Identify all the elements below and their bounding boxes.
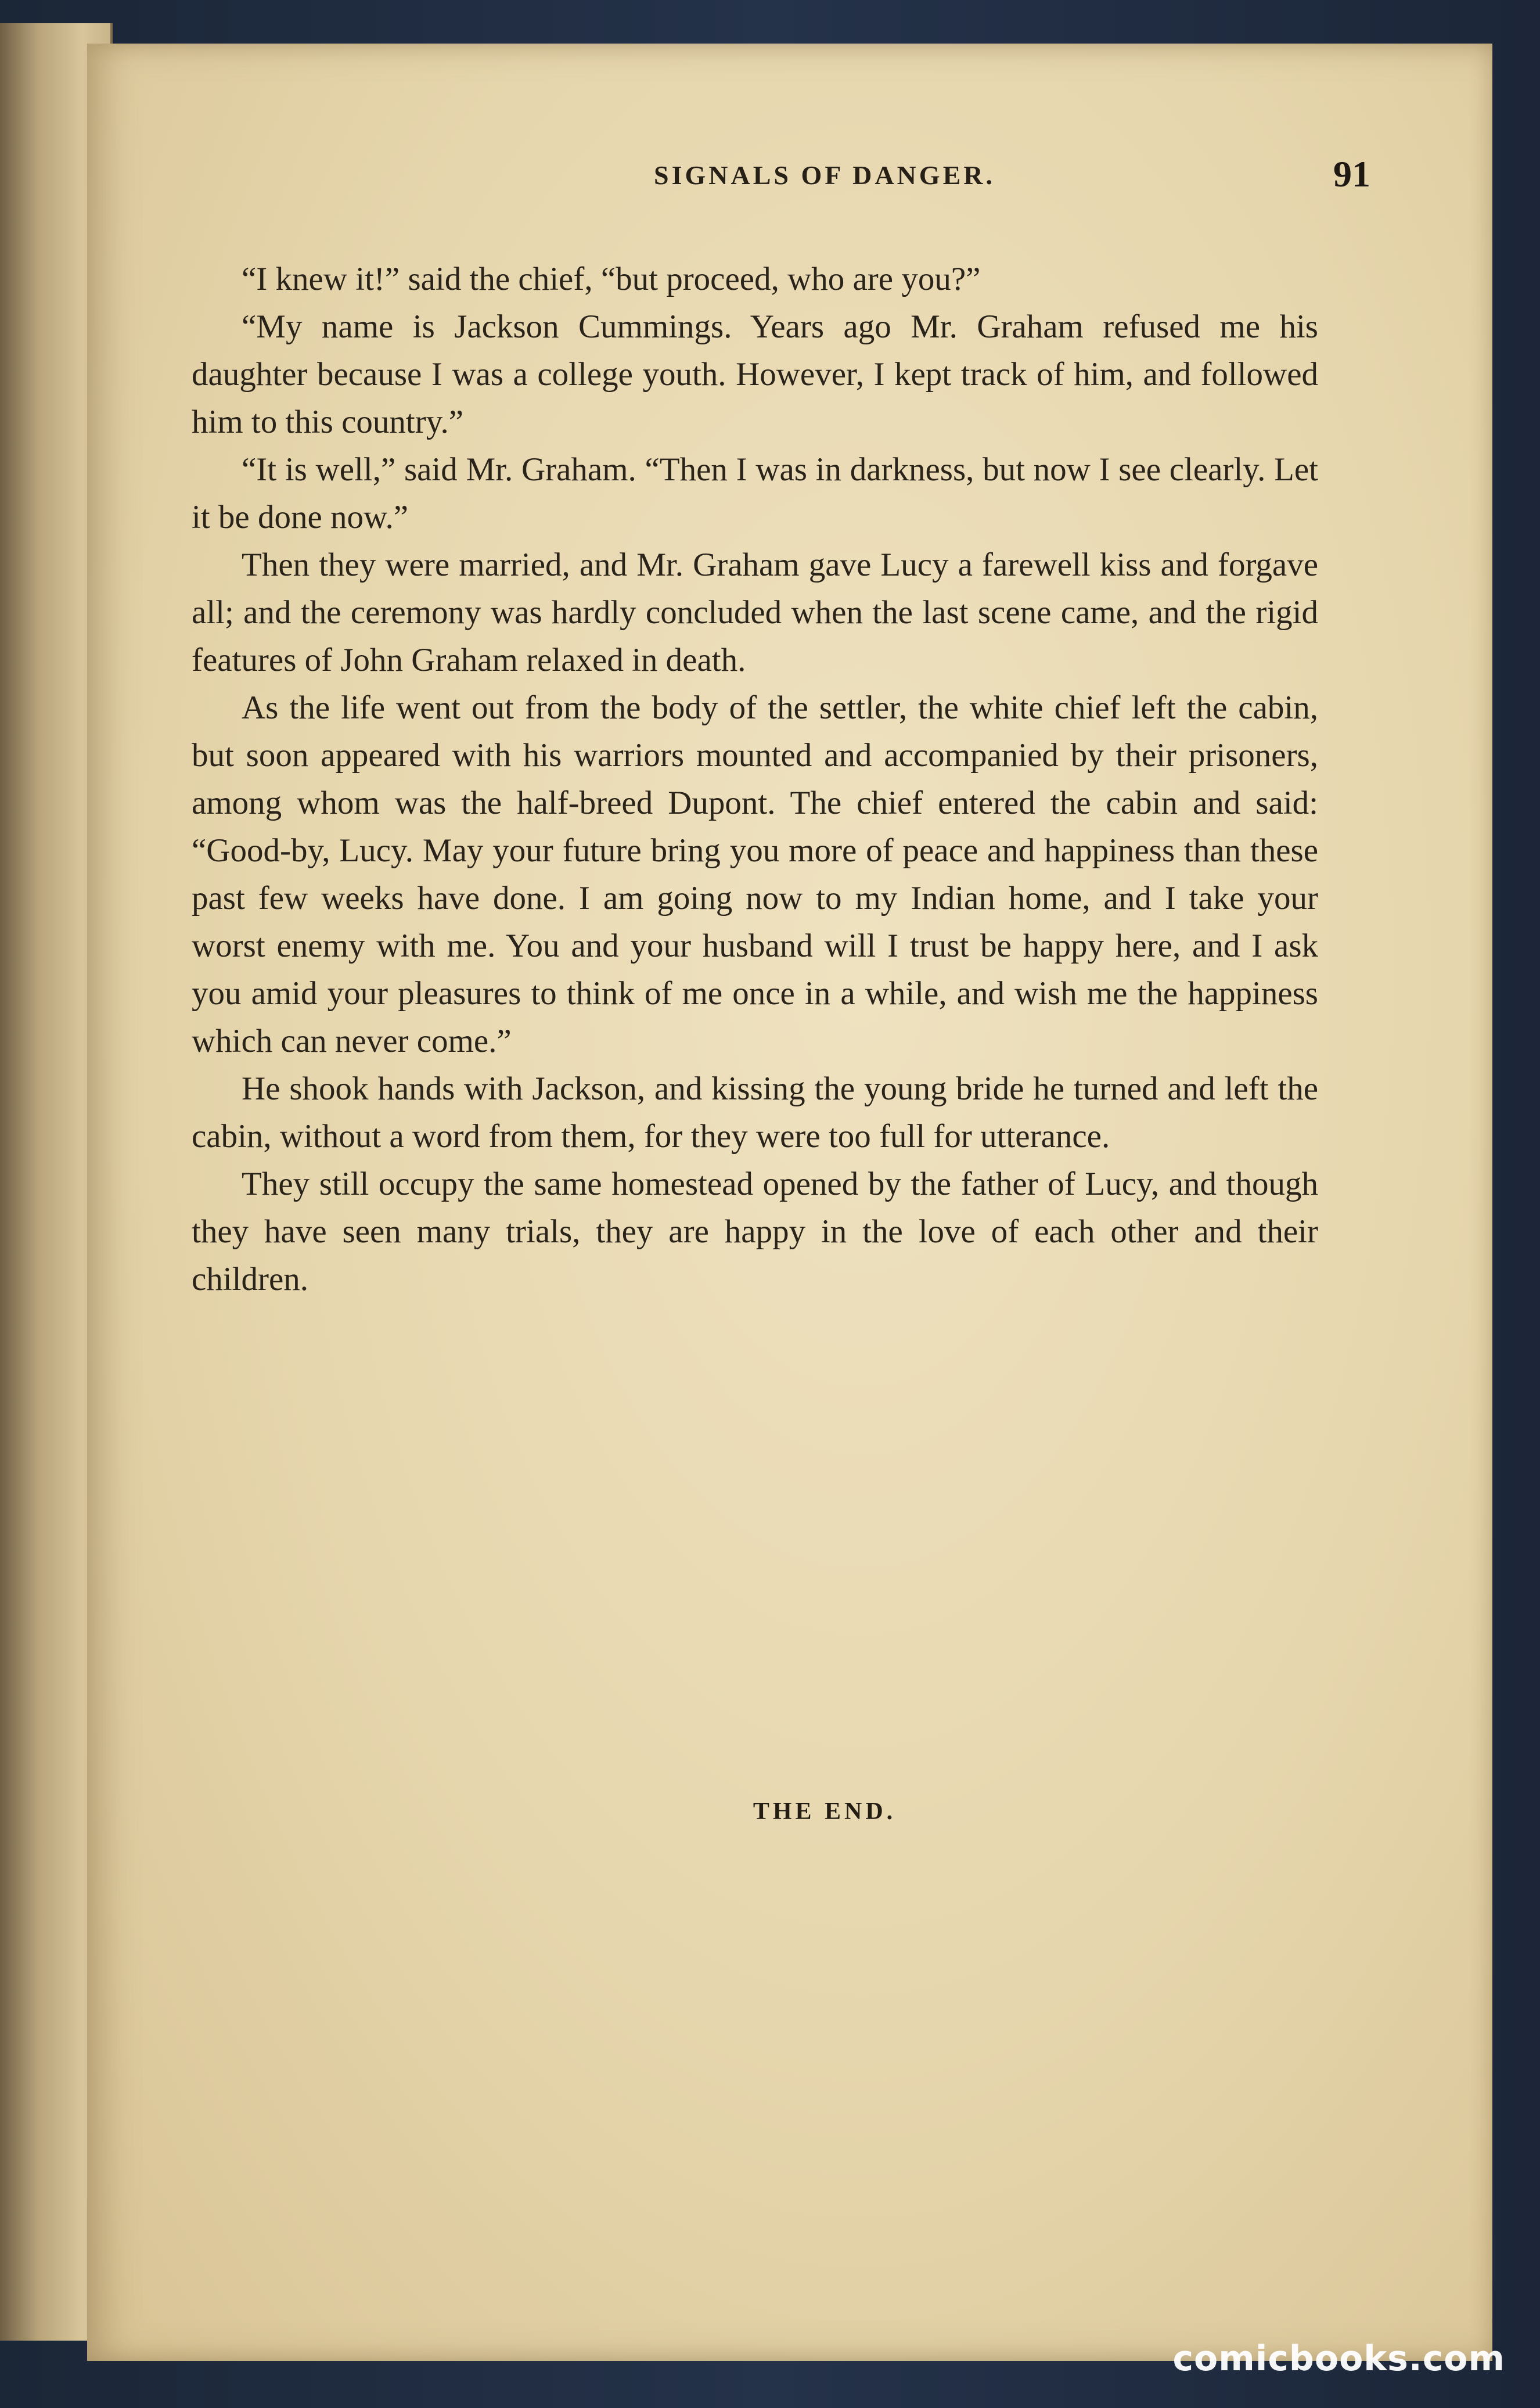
paragraph: “My name is Jackson Cummings. Years ago Mr. Graham refused me his daughter because I was a college youth. However, I kept track of him, and followed him to this country.” — [192, 308, 1318, 440]
paragraph: As the life went out from the body of the settler, the white chief left the cabin, but soon appeared with his warriors mounted and accompanied by their prisoners, among whom was the half-breed Dupont. The chief entered the cabin and said: “Good-by, Lucy. May your future bring you more of peace and happiness than these past few weeks have done. I am going now to my Indian home, and I take your worst enemy with me. You and your husband will I trust be happy here, and I ask you amid your pleasures to think of me once in a while, and wish me the happiness which can never come.” — [192, 689, 1318, 1059]
book-page — [87, 44, 1492, 2361]
running-title: SIGNALS OF DANGER. — [654, 160, 995, 190]
paragraph: He shook hands with Jackson, and kissing the young bride he turned and left the cabin, without a word from them, for they were too full for utterance. — [192, 1070, 1318, 1155]
site-watermark: comicbooks.com — [1172, 2338, 1505, 2379]
paragraph: “It is well,” said Mr. Graham. “Then I was in darkness, but now I see clearly. Let it be done now.” — [192, 451, 1318, 535]
paragraph: “I knew it!” said the chief, “but proceed, who are you?” — [242, 261, 981, 297]
body-text — [192, 256, 1318, 1303]
page-number: 91 — [1333, 153, 1370, 195]
paragraph: Then they were married, and Mr. Graham gave Lucy a farewell kiss and forgave all; and the ceremony was hardly concluded when the last scene came, and the rigid features of John Graham relaxed in death. — [192, 547, 1318, 678]
the-end: THE END. — [753, 1798, 897, 1825]
paragraph: They still occupy the same homestead opened by the father of Lucy, and though they have seen many trials, they are happy in the love of each other and their children. — [192, 1166, 1318, 1298]
page-header — [87, 125, 1492, 195]
